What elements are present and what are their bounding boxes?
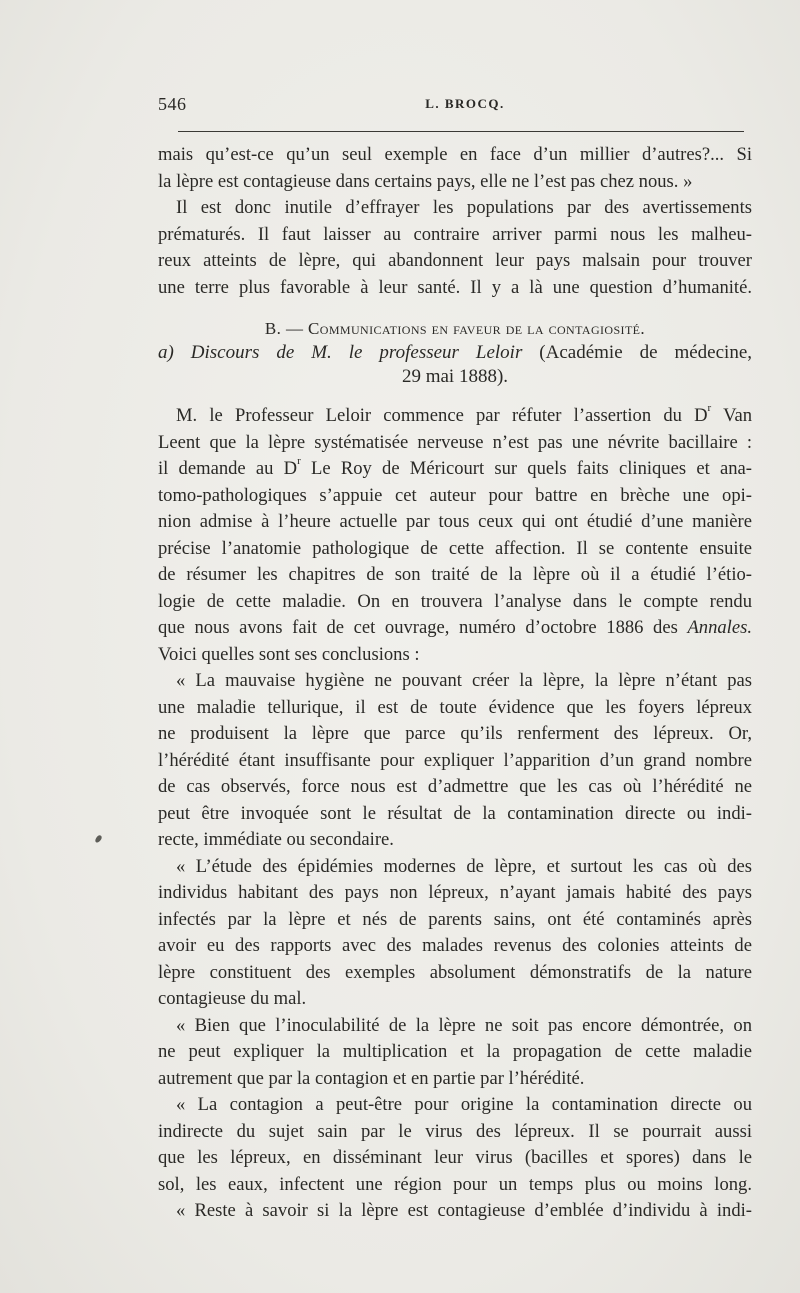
text-line: contagieuse du mal. <box>158 988 307 1009</box>
page-header <box>158 94 752 118</box>
text-line: « Reste à savoir si la lèpre est contagieuse d’emblée d’individu à indi- <box>176 1200 752 1221</box>
quote-4 <box>158 1092 752 1198</box>
text-line: « La contagion a peut-être pour origine la contamination directe ou <box>176 1094 752 1115</box>
text-line <box>158 403 752 430</box>
text-line: mais qu’est-ce qu’un seul exemple en face d’un millier d’autres?... Si <box>158 144 752 165</box>
subsection-venue: (Académie de médecine, <box>539 342 753 363</box>
text-line: prématurés. Il faut laisser au contraire arriver parmi nous les malheu- <box>158 223 752 245</box>
subsection-letter: a) <box>158 342 174 363</box>
text-fragment: que nous avons fait de cet ouvrage, numéro d’octobre 1886 des <box>158 617 688 638</box>
section-heading <box>158 317 752 341</box>
text-line: Il est donc inutile d’effrayer les populations par des avertissements <box>176 197 752 218</box>
quote-3 <box>158 1013 752 1093</box>
journal-title: Annales. <box>687 617 752 638</box>
ink-speck <box>94 834 102 843</box>
text-line: reux atteints de lèpre, qui abandonnent leur pays malsain pour trouver <box>158 250 752 271</box>
subsection-heading <box>158 341 752 365</box>
text-fragment: Le Roy de Méricourt sur quels faits cliniques et ana- <box>300 458 752 479</box>
text-line: autrement que par la contagion et en partie par l’hérédité. <box>158 1067 585 1089</box>
text-line: « L’étude des épidémies modernes de lèpre, et surtout les cas où des <box>176 855 752 877</box>
running-head: L. BROCQ. <box>425 96 505 111</box>
text-line: « Bien que l’inoculabilité de la lèpre ne soit pas encore démontrée, on <box>176 1014 752 1036</box>
text-line <box>158 615 752 642</box>
text-line: ne produisent la lèpre que parce qu’ils renferment des lépreux. Or, <box>158 723 752 744</box>
quote-1 <box>158 668 752 854</box>
text-line: Leent que la lèpre systématisée nerveuse n’est pas une névrite bacillaire : <box>158 431 752 453</box>
text-fragment: il demande au D <box>158 458 298 479</box>
text-line: une terre plus favorable à leur santé. Il y a là une question d’humanité. <box>158 276 752 298</box>
text-line: recte, immédiate ou secondaire. <box>158 829 394 850</box>
text-line: précise l’anatomie pathologique de cette affection. Il se contente ensuite <box>158 537 752 559</box>
text-line: nion admise à l’heure actuelle par tous ceux qui ont étudié d’une manière <box>158 511 752 532</box>
paragraph-2 <box>158 195 752 301</box>
body-text <box>158 142 752 1225</box>
text-line: tomo-pathologiques s’appuie cet auteur pour battre en brèche une opi- <box>158 484 752 506</box>
subsection-title: Discours de M. le professeur Leloir <box>190 342 523 363</box>
text-line: une maladie tellurique, il est de toute évidence que les foyers lépreux <box>158 696 752 718</box>
text-line: ne peut expliquer la multiplication et la propagation de cette maladie <box>158 1041 752 1062</box>
paragraph-3 <box>158 403 752 668</box>
header-rule <box>178 131 744 132</box>
section-label: B. — <box>264 319 304 338</box>
text-line: indirecte du sujet sain par le virus des lépreux. Il se pourrait aussi <box>158 1120 752 1142</box>
text-line: Voici quelles sont ses conclusions : <box>158 643 420 665</box>
text-line: peut être invoquée sont le résultat de la contamination directe ou indi- <box>158 802 752 824</box>
paragraph-1 <box>158 142 752 195</box>
superscript: r <box>297 455 301 467</box>
text-fragment: Van <box>711 405 752 426</box>
text-line: de résumer les chapitres de son traité de la lèpre où il a étudié l’étio- <box>158 564 752 585</box>
superscript: r <box>707 402 712 414</box>
text-line: « La mauvaise hygiène ne pouvant créer la lèpre, la lèpre n’étant pas <box>176 670 752 691</box>
text-line <box>158 456 752 483</box>
text-line: de cas observés, force nous est d’admettre que les cas où l’hérédité ne <box>158 776 752 797</box>
text-line: sol, les eaux, infectent une région pour un temps plus ou moins long. <box>158 1173 752 1195</box>
section-title: Communications en faveur de la contagiosité. <box>308 319 646 338</box>
quote-5 <box>158 1198 752 1225</box>
text-line: individus habitant des pays non lépreux, n’ayant jamais habité des pays <box>158 882 752 903</box>
page-number: 546 <box>158 94 187 114</box>
text-fragment: M. le Professeur Leloir commence par réfuter l’assertion du D <box>176 405 708 426</box>
text-line: que les lépreux, en disséminant leur virus (bacilles et spores) dans le <box>158 1147 752 1168</box>
text-line: l’hérédité étant insuffisante pour expliquer l’apparition d’un grand nombre <box>158 749 752 771</box>
subsection-date: 29 mai 1888). <box>401 366 509 387</box>
text-line: logie de cette maladie. On en trouvera l’analyse dans le compte rendu <box>158 590 752 612</box>
text-line: avoir eu des rapports avec des malades revenus des colonies atteints de <box>158 935 752 956</box>
text-line: la lèpre est contagieuse dans certains pays, elle ne l’est pas chez nous. » <box>158 170 693 192</box>
quote-2 <box>158 854 752 1013</box>
text-line: infectés par la lèpre et nés de parents sains, ont été contaminés après <box>158 908 752 930</box>
text-line: lèpre constituent des exemples absolument démonstratifs de la nature <box>158 961 752 983</box>
